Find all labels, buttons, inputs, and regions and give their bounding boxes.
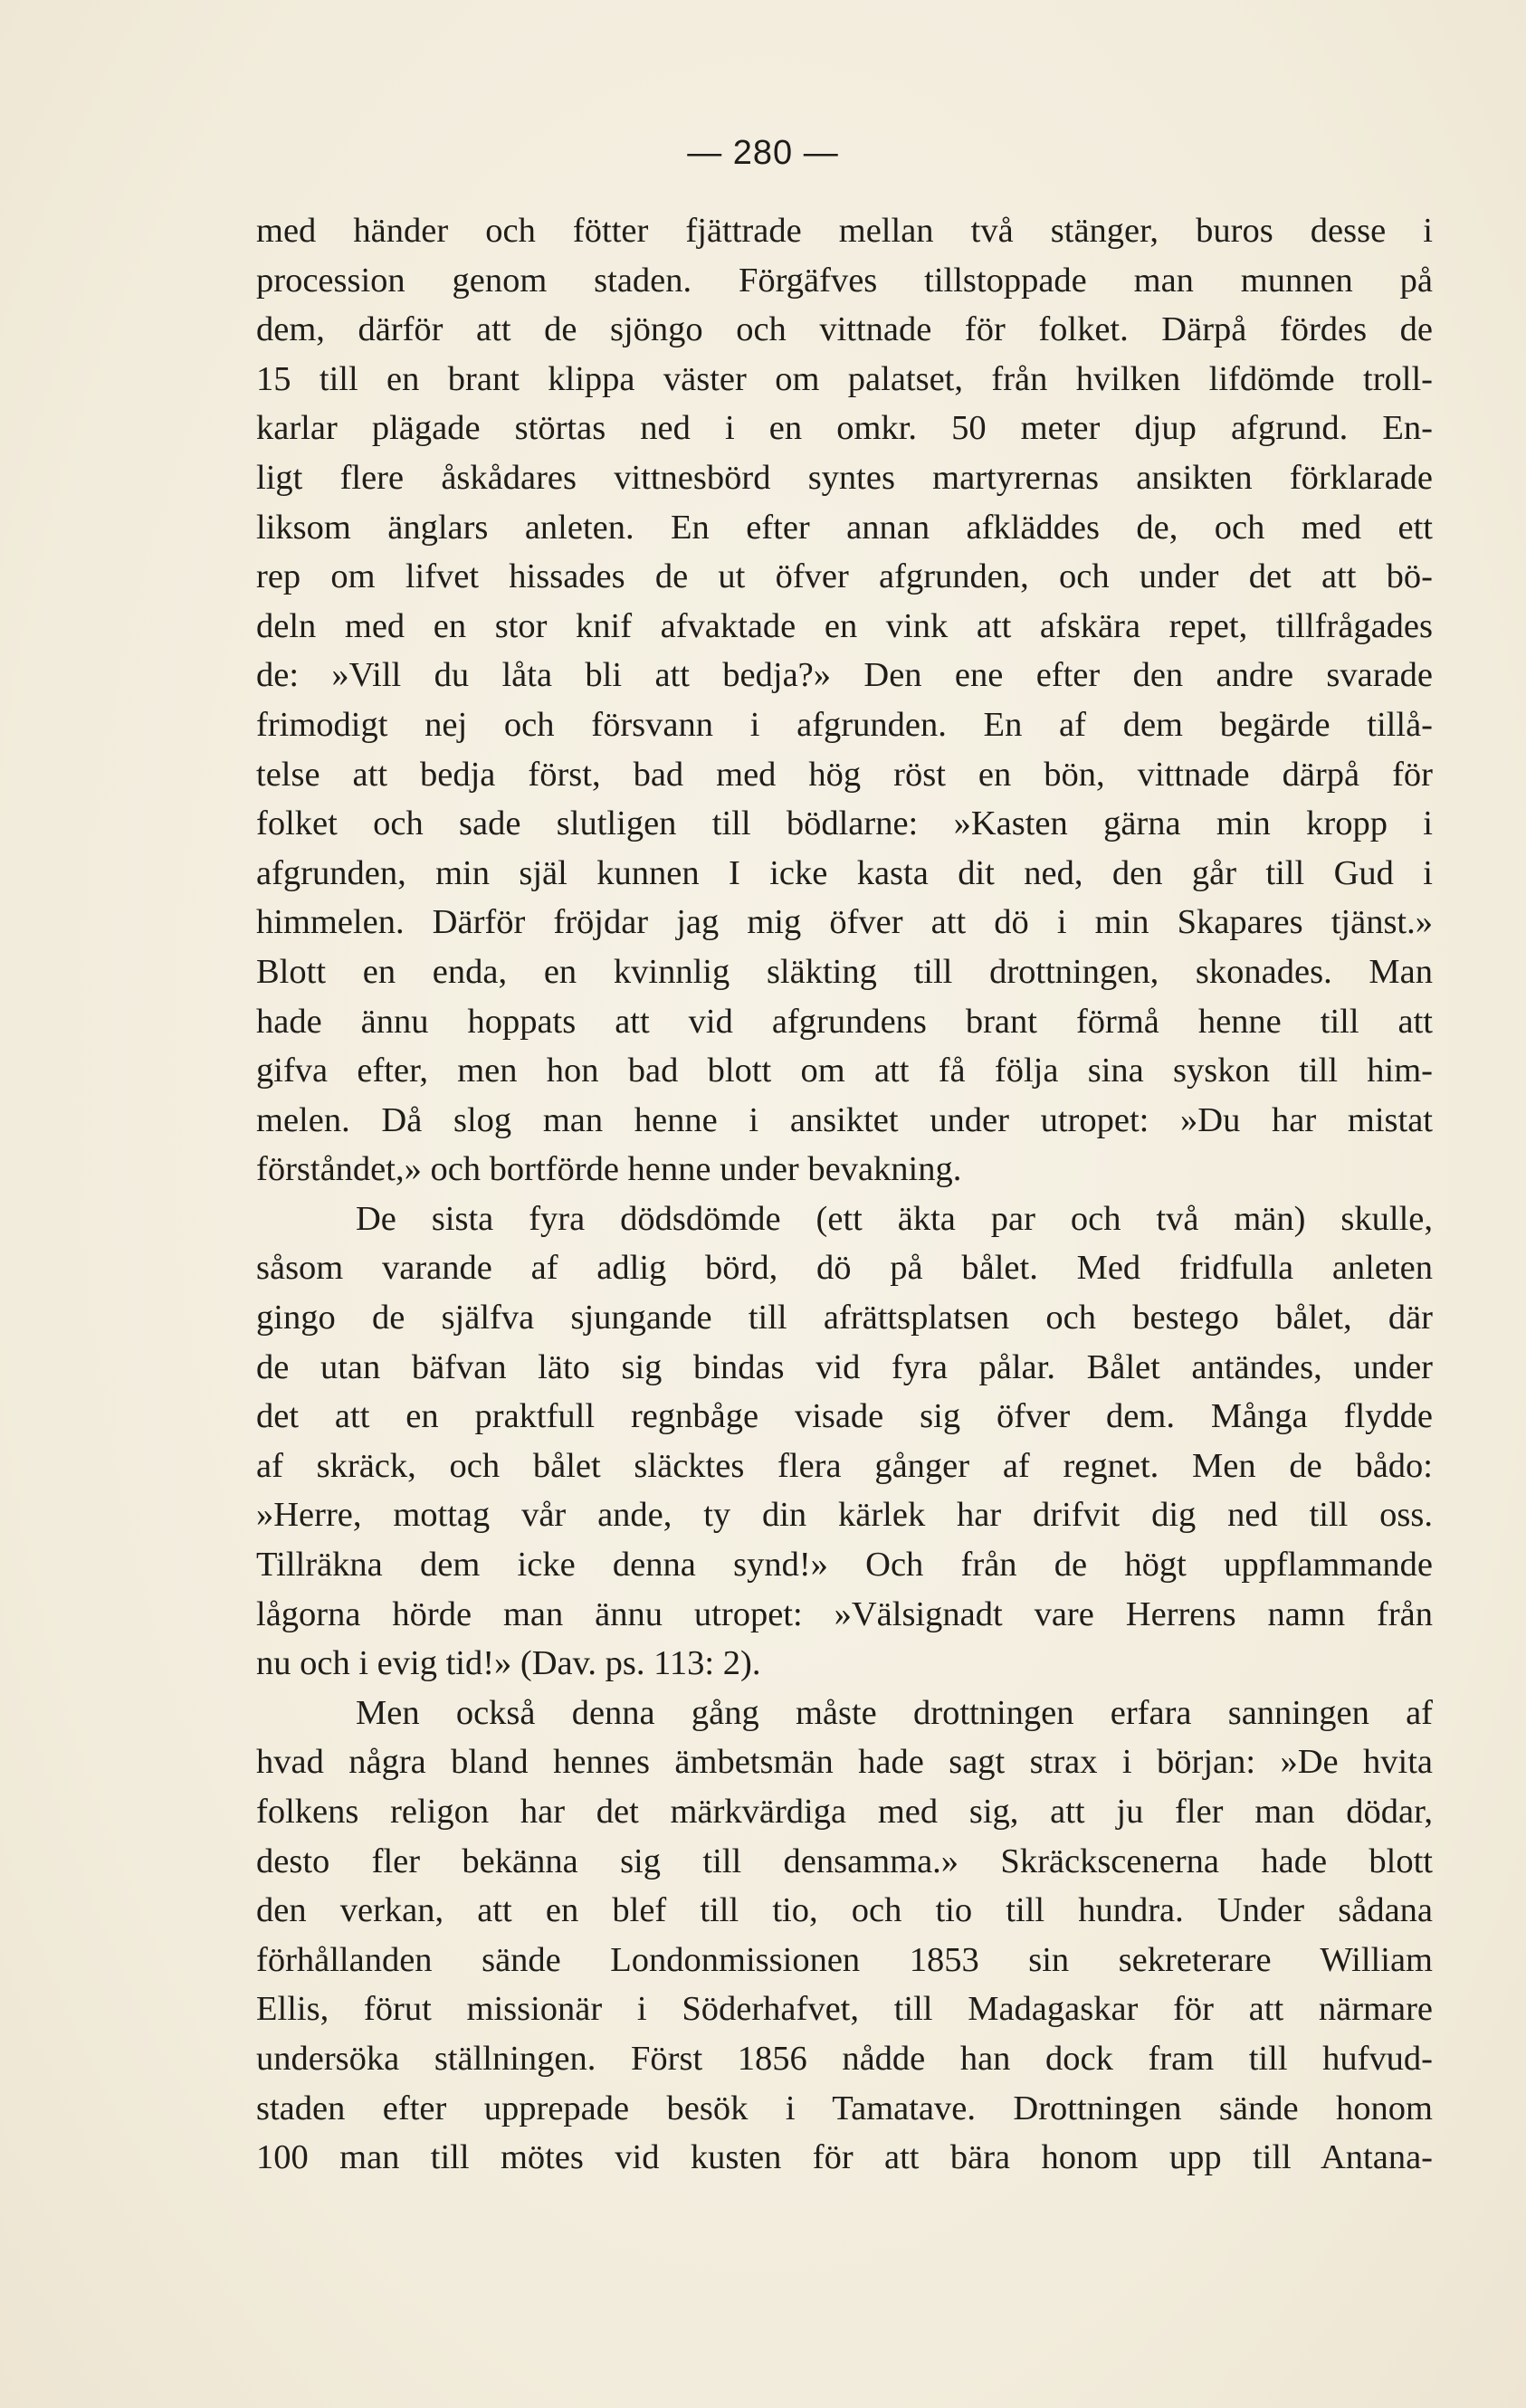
text-line: med händer och fötter fjättrade mellan två stänger, buros desse i bbox=[256, 212, 1433, 250]
text-line: nu och i evig tid!» (Dav. ps. 113: 2). bbox=[256, 1644, 761, 1683]
text-line: det att en praktfull regnbåge visade sig öfver dem. Många flydde bbox=[256, 1397, 1433, 1436]
text-line: karlar plägade störtas ned i en omkr. 50 meter djup afgrund. En- bbox=[256, 409, 1433, 448]
text-line: Tillräkna dem icke denna synd!» Och från de högt uppflammande bbox=[256, 1546, 1433, 1585]
text-line: desto fler bekänna sig till densamma.» Skräckscenerna hade blott bbox=[256, 1842, 1433, 1880]
text-line: Ellis, förut missionär i Söderhafvet, till Madagaskar för att närmare bbox=[256, 1990, 1433, 2029]
text-line: gingo de själfva sjungande till afrättsplatsen och bestego bålet, där bbox=[256, 1299, 1433, 1337]
text-line: Blott en enda, en kvinnlig släkting till drottningen, skonades. Man bbox=[256, 952, 1433, 991]
text-line: gifva efter, men hon bad blott om att få följa sina syskon till him- bbox=[256, 1052, 1433, 1090]
text-line: de: »Vill du låta bli att bedja?» Den ene efter den andre svarade bbox=[256, 656, 1433, 695]
page-number: — 280 — bbox=[687, 134, 839, 172]
text-line: såsom varande af adlig börd, dö på bålet. Med fridfulla anleten bbox=[256, 1249, 1433, 1288]
text-line: melen. Då slog man henne i ansiktet under utropet: »Du har mistat bbox=[256, 1100, 1433, 1139]
text-line: 15 till en brant klippa väster om palatset, från hvilken lifdömde troll- bbox=[256, 359, 1433, 398]
text-line: frimodigt nej och försvann i afgrunden. En af dem begärde tillå- bbox=[256, 705, 1433, 744]
text-line: de utan bäfvan läto sig bindas vid fyra pålar. Bålet antändes, under bbox=[256, 1347, 1433, 1386]
text-line: förhållanden sände Londonmissionen 1853 sin sekreterare William bbox=[256, 1940, 1433, 1979]
text-line: rep om lifvet hissades de ut öfver afgrunden, och under det att bö- bbox=[256, 557, 1433, 596]
text-line: ligt flere åskådares vittnesbörd syntes martyrernas ansikten förklarade bbox=[256, 458, 1433, 497]
text-line: dem, därför att de sjöngo och vittnade för folket. Därpå fördes de bbox=[256, 310, 1433, 349]
text-line: folket och sade slutligen till bödlarne: »Kasten gärna min kropp i bbox=[256, 804, 1433, 843]
body-text bbox=[256, 206, 1433, 2183]
text-line: lågorna hörde man ännu utropet: »Välsignadt vare Herrens namn från bbox=[256, 1594, 1433, 1633]
text-line: hvad några bland hennes ämbetsmän hade sagt strax i början: »De hvita bbox=[256, 1743, 1433, 1782]
text-line: procession genom staden. Förgäfves tillstoppade man munnen på bbox=[256, 261, 1433, 300]
text-line: förståndet,» och bortförde henne under bevakning. bbox=[256, 1150, 962, 1189]
text-line: undersöka ställningen. Först 1856 nådde han dock fram till hufvud- bbox=[256, 2039, 1433, 2078]
text-line: hade ännu hoppats att vid afgrundens brant förmå henne till att bbox=[256, 1002, 1433, 1041]
text-line: liksom änglars anleten. En efter annan afkläddes de, och med ett bbox=[256, 508, 1433, 547]
text-line: »Herre, mottag vår ande, ty din kärlek har drifvit dig ned till oss. bbox=[256, 1496, 1433, 1535]
text-line: telse att bedja först, bad med hög röst en bön, vittnade därpå för bbox=[256, 755, 1433, 794]
text-line: De sista fyra dödsdömde (ett äkta par och två män) skulle, bbox=[356, 1199, 1433, 1238]
text-line: deln med en stor knif afvaktade en vink att afskära repet, tillfrågades bbox=[256, 606, 1433, 645]
text-line: Men också denna gång måste drottningen erfara sanningen af bbox=[356, 1693, 1433, 1732]
text-line: staden efter upprepade besök i Tamatave. Drottningen sände honom bbox=[256, 2089, 1433, 2127]
text-line: folkens religon har det märkvärdiga med sig, att ju fler man dödar, bbox=[256, 1793, 1433, 1831]
text-line: den verkan, att en blef till tio, och tio till hundra. Under sådana bbox=[256, 1891, 1433, 1930]
text-line: 100 man till mötes vid kusten för att bära honom upp till Antana- bbox=[256, 2138, 1433, 2177]
text-line: af skräck, och bålet släcktes flera gånger af regnet. Men de bådo: bbox=[256, 1446, 1433, 1485]
text-line: himmelen. Därför fröjdar jag mig öfver att dö i min Skapares tjänst.» bbox=[256, 903, 1433, 942]
text-line: afgrunden, min själ kunnen I icke kasta dit ned, den går till Gud i bbox=[256, 853, 1433, 892]
